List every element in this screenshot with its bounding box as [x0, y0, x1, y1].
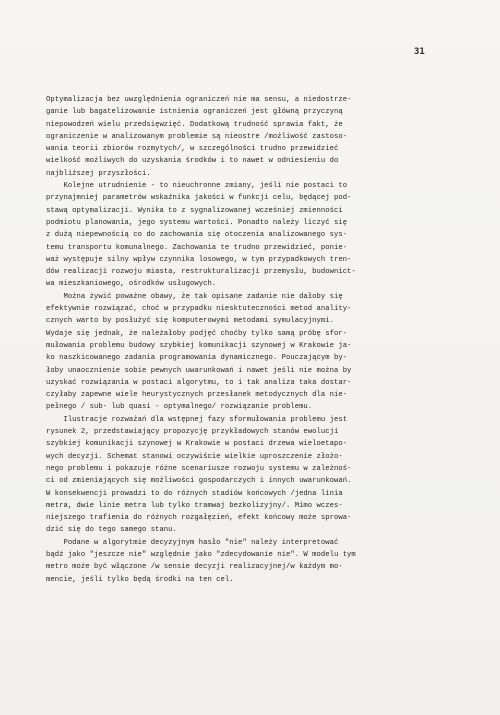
text-line: Kolejne utrudnienie - to nieuchronne zmiany, jeśli nie postaci to — [46, 182, 348, 191]
text-line: cznych warto by posłużyć się komputerowymi metodami symulacyjnymi. — [46, 317, 334, 326]
page-number: 31 — [414, 47, 425, 57]
text-line: niejszego trafienia do różnych rozgałęzień, efekt końcowy może sprowa- — [46, 514, 352, 523]
text-line: wielkość możliwych do uzyskania środków i to nawet w odniesieniu do — [46, 157, 339, 166]
text-line: Wydaje się jednak, że należałoby podjęć choćby tylko samą próbę sfor- — [46, 329, 348, 338]
text-line: dzić się do tego samego stanu. — [46, 526, 177, 535]
text-line: najbliższej przyszłości. — [46, 169, 151, 178]
text-line: ci od zmieniających się możliwości gospodarczych i innych uwarunkowań. — [46, 477, 352, 486]
text-line: łoby unaocznienie sobie pewnych uwarunkowań i nawet jeśli nie można by — [46, 366, 352, 375]
text-line: przynajmniej parametrów wskaźnika jakości w funkcji celu, będącej pod- — [46, 194, 352, 203]
text-line: z dużą niepewnością co do zachowania się otoczenia analizowanego sys- — [46, 231, 348, 240]
body-text — [46, 94, 466, 586]
text-line: czyłaby zapewne wiele heurystycznych przesłanek metodycznych dla nie- — [46, 391, 348, 400]
text-line: temu transportu komunalnego. Zachowania te trudno przewidzieć, ponie- — [46, 243, 348, 252]
text-line: mencie, jeśli tylko będą środki na ten cel. — [46, 575, 234, 584]
text-line: ograniczenie w analizowanym problemie są nieostre /możliwość zastoso- — [46, 132, 348, 141]
text-line: stawą optymalizacji. Wynika to z sygnalizowanej wcześniej zmienności — [46, 206, 343, 215]
text-line: dów realizacji rozwoju miasta, restrukturalizacji przemysłu, budownict- — [46, 268, 356, 277]
text-line: podmiotu planowania, jego systemu wartości. Ponadto należy liczyć się — [46, 218, 348, 227]
text-line: waż występuje silny wpływ czynnika losowego, w tym przypadkowych tren- — [46, 255, 352, 264]
text-line: bądź jako "jeszcze nie" względnie jako "zdecydowanie nie". W modelu tym — [46, 550, 356, 559]
text-line: wa mieszkaniowego, ośrodków usługowych. — [46, 280, 217, 289]
text-line: mułowania problemu budowy szybkiej komunikacji szynowej w Krakowie ja- — [46, 341, 352, 350]
text-line: metro może być włączone /w sensie decyzji realizacyjnej/w każdym mo- — [46, 563, 343, 572]
text-line: uzyskać rozwiązania w postaci algorytmu, to i tak analiza taka dostar- — [46, 378, 352, 387]
text-line: Podane w algorytmie decyzyjnym hasło "nie" należy interpretować — [46, 538, 339, 547]
text-line: W konsekwencji prowadzi to do różnych stadiów końcowych /jedna linia — [46, 489, 343, 498]
text-line: Można żywić poważne obawy, że tak opisane zadanie nie dałoby się — [46, 292, 343, 301]
text-line: metra, dwie linie metra lub tylko tramwaj bezkolizyjny/. Mimo wczes- — [46, 501, 343, 510]
text-line: efektywnie rozwiązać, choć w przypadku niesktuteczności metod anality- — [46, 305, 352, 314]
text-line: wych decyzji. Schemat stanowi oczywiście wielkie uproszczenie złożo- — [46, 452, 343, 461]
text-line: pełnego / sub- lub quasi - optymalnego/ rozwiązanie problemu. — [46, 403, 313, 412]
text-line: Optymalizacja bez uwzględnienia ograniczeń nie ma sensu, a niedostrze- — [46, 96, 352, 104]
text-line: nego problemu i pokazuje różne scenariusze rozwoju systemu w zależnoś- — [46, 464, 352, 473]
text-line: szybkiej komunikacji szynowej w Krakowie w postaci drzewa wieloetapo- — [46, 440, 348, 449]
text-line: wania teorii zbiorów rozmytych/, w szczególności trudno przewidzieć — [46, 145, 339, 154]
text-line: ganie lub bagatelizowanie istnienia ograniczeń jest główną przyczyną — [46, 108, 343, 117]
text-line: ko naszkicowanego zadania programowania dynamicznego. Pouczającym by- — [46, 354, 348, 363]
text-line: niepowodzeń wielu przedsięwzięć. Dodatkową trudność sprawia fakt, że — [46, 120, 343, 129]
text-line: rysunek 2, przedstawiający propozycję przykładowych stanów ewolucji — [46, 428, 339, 437]
text-line: Ilustracje rozważań dla wstępnej fazy sformułowania problemu jest — [46, 415, 348, 424]
